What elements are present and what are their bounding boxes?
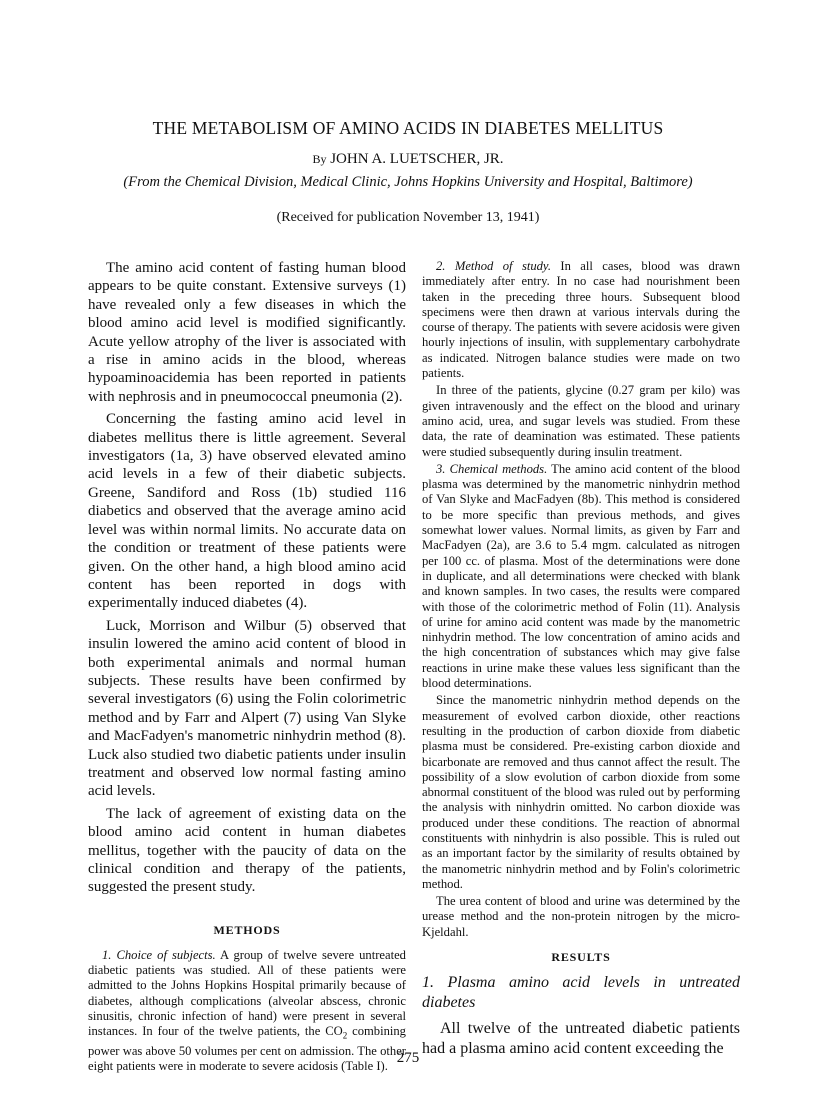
paragraph: All twelve of the untreated diabetic patients had a plasma amino acid content exceeding the (422, 1020, 740, 1058)
methods-heading: METHODS (213, 922, 281, 937)
received-date: (Received for publication November 13, 1941) (276, 210, 540, 225)
page-number: 275 (396, 1050, 420, 1066)
left-column (88, 259, 406, 1075)
affiliation: (From the Chemical Division, Medical Clinic, Johns Hopkins University and Hospital, Baltimore) (123, 174, 693, 190)
paragraph: Concerning the fasting amino acid level in diabetes mellitus there is little agreement. Several investigators (1a, 3) have observed elevated amino acid levels in a few of their diabetic subjects. Greene, Sandiford and Ross (1b) studied 116 diabetics and observed that the average amino acid level was within normal limits. No accurate data on the condition or treatment of these patients were given. On the other hand, a high blood amino acid content has been reported in dogs with experimentally induced diabetes (4). (88, 411, 406, 612)
paper-title: THE METABOLISM OF AMINO ACIDS IN DIABETES MELLITUS (152, 118, 664, 138)
paragraph: The amino acid content of fasting human blood appears to be quite constant. Extensive surveys (1) have revealed only a few diseases in which the blood amino acid level is modified significantly. Acute yellow atrophy of the liver is associated with a rise in amino acids in the blood, whereas hypoaminoacidemia has been reported in patients with nephrosis and in pneumococcal pneumonia (2). (88, 260, 406, 405)
paragraph: Since the manometric ninhydrin method depends on the measurement of evolved carbon dioxide, other reactions resulting in the production of carbon dioxide from diabetic plasma must be considered. Pre-existing carbon dioxide and bicarbonate are removed and thus cannot affect the result. The possibility of a slow evolution of carbon dioxide from some abnormal constituent of the blood was ruled out by performing the analysis with ninhydrin omitted. No carbon dioxide was produced under these conditions. The reaction of abnormal constituents with ninhydrin is also possible. This is ruled out as an important factor by the similarity of results obtained by the manometric ninhydrin method and by Folin's colorimetric method. (422, 693, 740, 891)
results-heading: RESULTS (551, 950, 611, 965)
paragraph (422, 259, 740, 381)
paragraph-text: A group of twelve severe untreated diabetic patients was studied. All of these patients were admitted to the Johns Hopkins Hospital primarily because of diabetes, although complications (alveolar abscess, chronic sinusitis, chronic infection of hand) were present in several instances. In four of the twelve patients, the CO (88, 947, 406, 1039)
subscript: 2 (342, 1030, 348, 1041)
paragraph-text: The amino acid content of the blood plasma was determined by the manometric ninhydrin method of Van Slyke and MacFadyen (8b). This method is considered to be more specific than previous methods, and gives somewhat lower values. Normal limits, as given by Farr and MacFadyen (2a), are 3.6 to 5.4 mgm. calculated as nitrogen per 100 cc. of plasma. Most of the determinations were done in duplicate, and all determinations were checked with blank and known samples. In two cases, the results were compared with those of the colorimetric method of Folin (11). Analysis of urine for amino acid content was made by the manometric ninhydrin method. The low concentration of amino acids and the high concentration of substances which may give false reactions in urine make these values less significant than the blood determinations. (422, 461, 740, 691)
paragraph: Luck, Morrison and Wilbur (5) observed that insulin lowered the amino acid content of blood in both experimental animals and normal human subjects. These results have been confirmed by several investigators (6) using the Folin colorimetric method and by Farr and Alpert (7) using Van Slyke and MacFadyen's manometric ninhydrin method (8). Luck also studied two diabetic patients under insulin treatment and observed low normal fasting amino acid levels. (88, 617, 406, 800)
results-subheading: 1. Plasma amino acid levels in untreated diabetes (422, 974, 740, 1012)
paragraph-lead: 2. Method of study. (436, 259, 551, 273)
paragraph-lead: 1. Choice of subjects. (102, 947, 216, 962)
right-column (422, 259, 740, 1059)
methods-continued (422, 259, 740, 940)
paragraph-text: combining power was above 50 volumes per cent on admission. The other eight patients were in moderate to severe acidosis (Table I). (88, 1024, 406, 1074)
introduction (88, 259, 406, 897)
paragraph: The lack of agreement of existing data on the blood amino acid content in human diabetes mellitus, together with the paucity of data on the clinical condition and therapy of the patients, suggested the present study. (88, 805, 406, 896)
author-prefix: By (312, 152, 327, 166)
paragraph: In three of the patients, glycine (0.27 gram per kilo) was given intravenously and the effect on the blood and urinary amino acid, urea, and sugar levels was studied. From these data, the rate of deamination was estimated. These patients were studied subsequently during insulin treatment. (422, 383, 740, 459)
paragraph-lead: 3. Chemical methods. (436, 461, 548, 476)
paragraph (422, 462, 740, 691)
author-name: JOHN A. LUETSCHER, JR. (330, 151, 504, 167)
paragraph-text: In all cases, blood was drawn immediately after entry. In no case had nourishment been taken in the preceding three hours. Subsequent blood specimens were then drawn at various intervals during the course of therapy. The patients with severe acidosis were given hourly injections of insulin, with supplementary carbohydrate as indicated. Nitrogen balance studies were made on two patients. (422, 259, 740, 381)
paragraph: The urea content of blood and urine was determined by the urease method and the non-protein nitrogen by the micro-Kjeldahl. (422, 894, 740, 939)
author-line (0, 151, 816, 168)
